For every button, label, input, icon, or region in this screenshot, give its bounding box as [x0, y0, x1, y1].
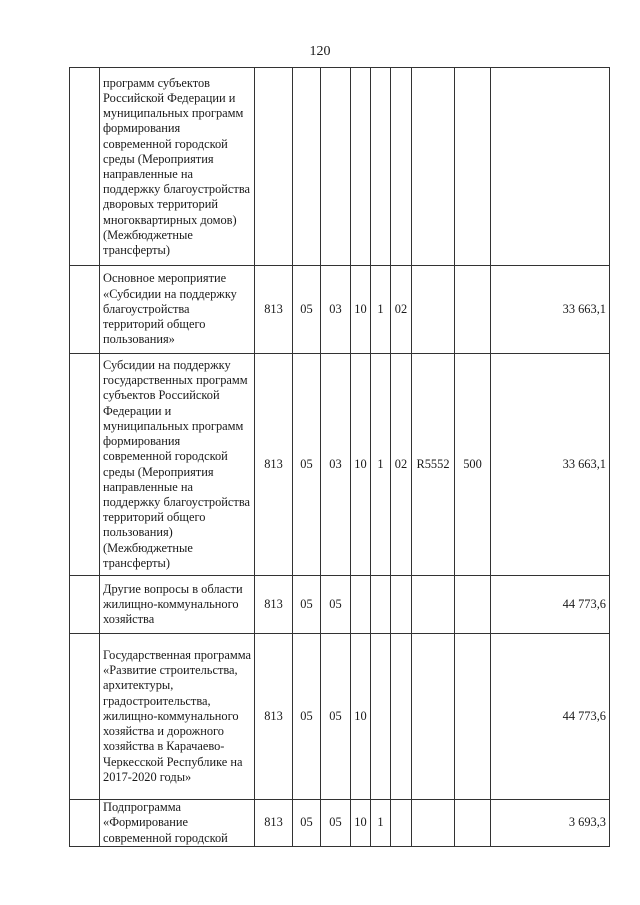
sum-cell: 33 663,1 [491, 266, 610, 354]
csr-direction-cell: R5552 [412, 354, 455, 576]
row-name-cell: Подпрограмма «Формирование современной городской [100, 800, 255, 847]
gr-cell: 813 [255, 800, 293, 847]
csr-program-cell [351, 576, 371, 634]
row-name-cell: Другие вопросы в области жилищно-коммунального хозяйства [100, 576, 255, 634]
table-row [70, 576, 610, 634]
rz-cell: 05 [293, 354, 321, 576]
vr-cell [455, 68, 491, 266]
csr-program-cell: 10 [351, 354, 371, 576]
csr-program-cell: 10 [351, 800, 371, 847]
rz-cell: 05 [293, 634, 321, 800]
rz-cell [293, 68, 321, 266]
row-name-cell: Основное мероприятие «Субсидии на поддержку благоустройства территорий общего пользования» [100, 266, 255, 354]
csr-direction-cell [412, 68, 455, 266]
row-index-cell [70, 634, 100, 800]
pr-cell [321, 68, 351, 266]
vr-cell [455, 634, 491, 800]
rz-cell: 05 [293, 800, 321, 847]
vr-cell: 500 [455, 354, 491, 576]
rz-cell: 05 [293, 266, 321, 354]
pr-cell: 05 [321, 800, 351, 847]
table-row [70, 68, 610, 266]
row-index-cell [70, 800, 100, 847]
vr-cell [455, 266, 491, 354]
csr-direction-cell [412, 266, 455, 354]
rz-cell: 05 [293, 576, 321, 634]
row-index-cell [70, 266, 100, 354]
table-row [70, 634, 610, 800]
csr-subprogram-cell: 1 [371, 266, 391, 354]
csr-event-cell [391, 800, 412, 847]
csr-program-cell [351, 68, 371, 266]
pr-cell: 05 [321, 634, 351, 800]
csr-subprogram-cell [371, 634, 391, 800]
gr-cell [255, 68, 293, 266]
table-row [70, 800, 610, 847]
gr-cell: 813 [255, 266, 293, 354]
row-name-cell: Субсидии на поддержку государственных программ субъектов Российской Федерации и муниципальных программ формирования современной городской среды (Мероприятия направленные на поддержку благоустройства территорий общего пользования) (Межбюджетные трансферты) [100, 354, 255, 576]
page-number: 120 [309, 44, 331, 59]
csr-event-cell [391, 68, 412, 266]
csr-subprogram-cell: 1 [371, 354, 391, 576]
csr-event-cell: 02 [391, 266, 412, 354]
sum-cell: 44 773,6 [491, 634, 610, 800]
csr-subprogram-cell [371, 576, 391, 634]
row-name-cell: Государственная программа «Развитие строительства, архитектуры, градостроительства, жилищно-коммунального хозяйства и дорожного хозяйства в Карачаево-Черкесской Республике на 2017-2020 годы» [100, 634, 255, 800]
row-index-cell [70, 354, 100, 576]
csr-program-cell: 10 [351, 634, 371, 800]
gr-cell: 813 [255, 354, 293, 576]
pr-cell: 03 [321, 266, 351, 354]
row-index-cell [70, 576, 100, 634]
table-row [70, 266, 610, 354]
pr-cell: 05 [321, 576, 351, 634]
row-name-cell: программ субъектов Российской Федерации и муниципальных программ формирования современной городской среды (Мероприятия направленные на поддержку благоустройства дворовых территорий многоквартирных домов) (Межбюджетные трансферты) [100, 68, 255, 266]
sum-cell: 44 773,6 [491, 576, 610, 634]
vr-cell [455, 576, 491, 634]
csr-subprogram-cell: 1 [371, 800, 391, 847]
csr-program-cell: 10 [351, 266, 371, 354]
table-row [70, 354, 610, 576]
gr-cell: 813 [255, 576, 293, 634]
budget-table [69, 67, 610, 847]
csr-direction-cell [412, 800, 455, 847]
csr-subprogram-cell [371, 68, 391, 266]
sum-cell: 3 693,3 [491, 800, 610, 847]
csr-event-cell [391, 576, 412, 634]
csr-direction-cell [412, 576, 455, 634]
csr-direction-cell [412, 634, 455, 800]
sum-cell [491, 68, 610, 266]
gr-cell: 813 [255, 634, 293, 800]
vr-cell [455, 800, 491, 847]
sum-cell: 33 663,1 [491, 354, 610, 576]
pr-cell: 03 [321, 354, 351, 576]
row-index-cell [70, 68, 100, 266]
csr-event-cell [391, 634, 412, 800]
csr-event-cell: 02 [391, 354, 412, 576]
